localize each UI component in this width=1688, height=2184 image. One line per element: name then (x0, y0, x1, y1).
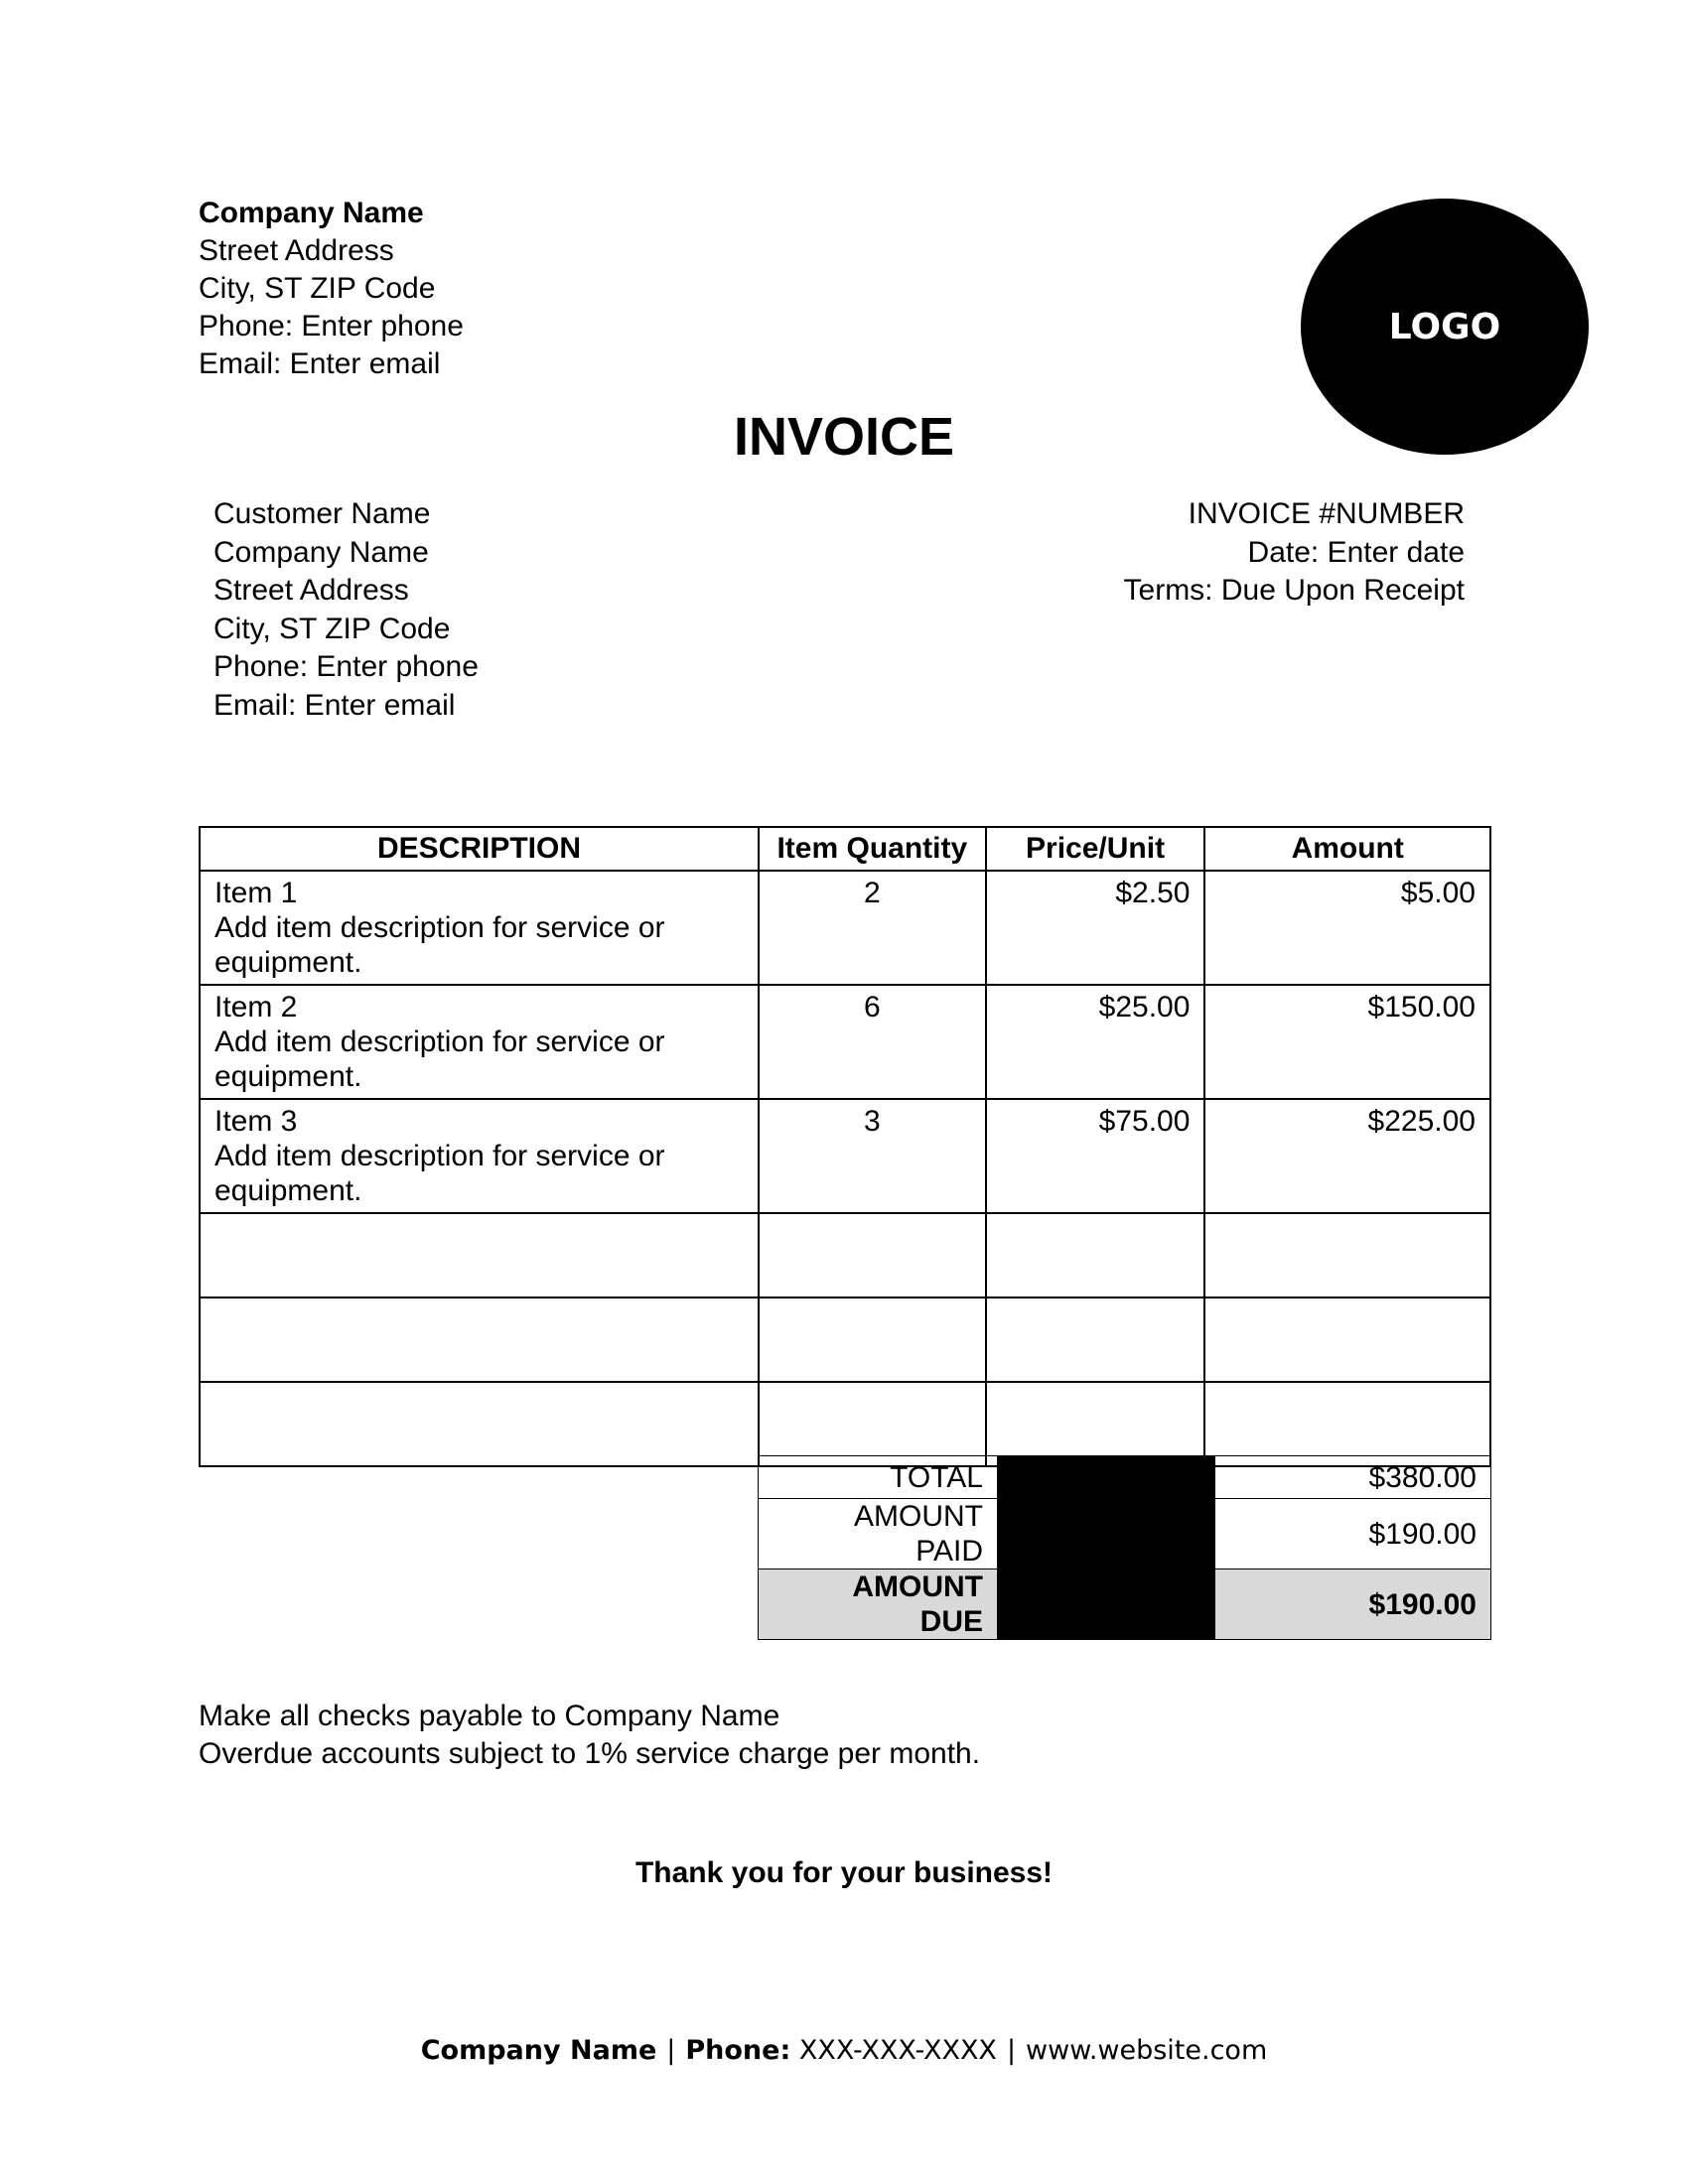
empty-cell (986, 1382, 1205, 1466)
item-description-cell (200, 1099, 759, 1213)
amount-paid-label-line2: PAID (915, 1535, 983, 1568)
item-amount: $150.00 (1204, 985, 1490, 1099)
amount-due-label (759, 1570, 998, 1640)
invoice-terms: Terms: Due Upon Receipt (1123, 574, 1465, 607)
amount-paid-value: $190.00 (1215, 1499, 1491, 1570)
total-row (759, 1456, 1491, 1499)
empty-table-row (200, 1297, 1490, 1382)
item-amount: $5.00 (1204, 871, 1490, 985)
invoice-meta-block (1124, 495, 1465, 611)
empty-table-row (200, 1213, 1490, 1297)
sender-email: Email: Enter email (199, 347, 441, 380)
empty-cell (200, 1297, 759, 1382)
thank-you-message: Thank you for your business! (634, 1856, 1054, 1889)
header-description: DESCRIPTION (200, 827, 759, 871)
header-amount: Amount (1204, 827, 1490, 871)
item-quantity: 3 (759, 1099, 986, 1213)
amount-due-label-line2: DUE (919, 1605, 983, 1638)
empty-cell (986, 1213, 1205, 1297)
table-row (200, 871, 1490, 985)
totals-table (758, 1455, 1491, 1640)
footer-phone-value: XXX-XXX-XXXX (798, 2035, 997, 2066)
sender-company-name: Company Name (199, 197, 424, 229)
item-description: Add item description for service or equipment. (214, 1140, 665, 1207)
footer-company-name: Company Name (420, 2035, 657, 2066)
header-quantity: Item Quantity (759, 827, 986, 871)
item-description: Add item description for service or equipment. (214, 911, 665, 979)
item-price: $2.50 (986, 871, 1205, 985)
payment-note-checks: Make all checks payable to Company Name (199, 1700, 780, 1732)
empty-cell (1204, 1297, 1490, 1382)
customer-address-block (213, 495, 479, 725)
empty-cell (1204, 1213, 1490, 1297)
amount-paid-row (759, 1499, 1491, 1570)
payment-notes (199, 1698, 980, 1773)
item-name: Item 1 (214, 877, 298, 909)
item-description-cell (200, 871, 759, 985)
totals-black-spacer (998, 1499, 1215, 1570)
item-price: $25.00 (986, 985, 1205, 1099)
totals-black-spacer (998, 1570, 1215, 1640)
empty-cell (200, 1382, 759, 1466)
customer-email: Email: Enter email (213, 688, 456, 722)
item-quantity: 2 (759, 871, 986, 985)
customer-city: City, ST ZIP Code (213, 612, 451, 645)
amount-due-row (759, 1570, 1491, 1640)
footer-phone-label: Phone: (685, 2035, 791, 2066)
empty-cell (759, 1382, 986, 1466)
sender-street: Street Address (199, 234, 394, 267)
invoice-date: Date: Enter date (1247, 535, 1465, 569)
item-price: $75.00 (986, 1099, 1205, 1213)
customer-name: Customer Name (213, 497, 431, 530)
table-row (200, 1099, 1490, 1213)
sender-address-block (199, 195, 464, 383)
footer-separator: | (666, 2035, 676, 2066)
total-label: TOTAL (759, 1456, 998, 1499)
item-amount: $225.00 (1204, 1099, 1490, 1213)
item-description-cell (200, 985, 759, 1099)
sender-phone: Phone: Enter phone (199, 310, 464, 342)
item-quantity: 6 (759, 985, 986, 1099)
invoice-number: INVOICE #NUMBER (1188, 497, 1465, 530)
customer-phone: Phone: Enter phone (213, 650, 479, 683)
page-footer (0, 2035, 1688, 2066)
item-description: Add item description for service or equipment. (214, 1025, 665, 1093)
empty-cell (759, 1213, 986, 1297)
totals-black-spacer (998, 1456, 1215, 1499)
amount-paid-label (759, 1499, 998, 1570)
empty-table-row (200, 1382, 1490, 1466)
table-row (200, 985, 1490, 1099)
amount-due-label-line1: AMOUNT (852, 1570, 983, 1603)
footer-website: www.website.com (1026, 2035, 1268, 2066)
empty-cell (986, 1297, 1205, 1382)
empty-cell (1204, 1382, 1490, 1466)
items-table (199, 826, 1491, 1467)
item-name: Item 3 (214, 1105, 298, 1138)
empty-cell (200, 1213, 759, 1297)
footer-separator: | (1006, 2035, 1017, 2066)
header-price: Price/Unit (986, 827, 1205, 871)
payment-note-overdue: Overdue accounts subject to 1% service charge per month. (199, 1737, 981, 1770)
invoice-title: INVOICE (733, 407, 955, 467)
sender-city: City, ST ZIP Code (199, 272, 436, 305)
table-header-row (200, 827, 1490, 871)
customer-street: Street Address (213, 574, 409, 607)
logo-text: LOGO (1388, 306, 1501, 347)
amount-paid-label-line1: AMOUNT (854, 1500, 983, 1533)
empty-cell (759, 1297, 986, 1382)
total-value: $380.00 (1215, 1456, 1491, 1499)
amount-due-value: $190.00 (1215, 1570, 1491, 1640)
item-name: Item 2 (214, 991, 298, 1024)
customer-company: Company Name (213, 535, 429, 569)
